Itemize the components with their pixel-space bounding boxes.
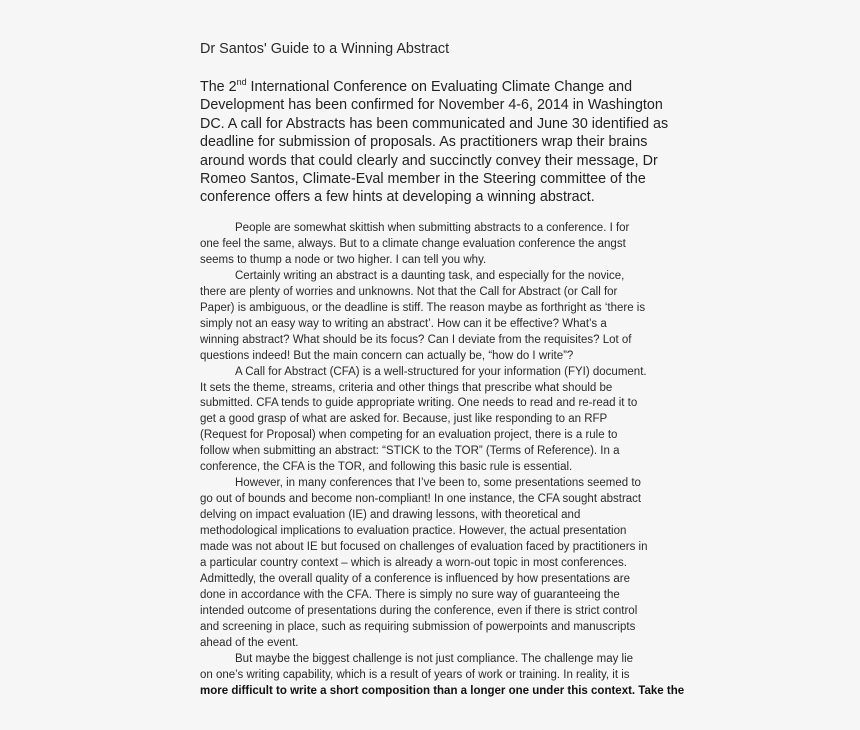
intro-line: Development has been confirmed for November 4-6, 2014 in Washington	[200, 97, 663, 114]
intro-paragraph	[200, 78, 670, 207]
body-line: Paper) is ambiguous, or the deadline is stiff. The reason maybe as forthright as ‘there is	[200, 301, 646, 314]
body-line: on one’s writing capability, which is a result of years of work or training. In reality, it is	[200, 668, 630, 681]
body-line: a particular country context – which is already a worn-out topic in most conferences.	[200, 557, 627, 570]
intro-line: around words that could clearly and succinctly convey their message, Dr	[200, 152, 658, 169]
body-line: winning abstract? What should be its focus? Can I deviate from the requisites? Lot of	[200, 333, 632, 346]
body-line: questions indeed! But the main concern can actually be, “how do I write”?	[200, 349, 574, 362]
document-title: Dr Santos' Guide to a Winning Abstract	[200, 41, 450, 57]
body-line: follow when submitting an abstract: “STICK to the TOR” (Terms of Reference). In a	[200, 445, 620, 458]
body-line: A Call for Abstract (CFA) is a well-structured for your information (FYI) document.	[235, 365, 647, 378]
body-line: simply not an easy way to writing an abstract’. How can it be effective? What’s a	[200, 317, 607, 330]
body-line: ahead of the event.	[200, 636, 299, 649]
body-line: go out of bounds and become non-compliant! In one instance, the CFA sought abstract	[200, 493, 642, 506]
body-line: made was not about IE but focused on challenges of evaluation faced by practitioners in	[200, 541, 648, 554]
body-line: and screening in place, such as requiring submission of powerpoints and manuscripts	[200, 620, 636, 633]
body-line: delving on impact evaluation (IE) and drawing lessons, with theoretical and	[200, 509, 581, 522]
intro-line: The 2nd International Conference on Evaluating Climate Change and	[200, 77, 633, 95]
body-line: But maybe the biggest challenge is not just compliance. The challenge may lie	[235, 652, 634, 665]
body-line: People are somewhat skittish when submitting abstracts to a conference. I for	[235, 222, 630, 234]
body-line: Certainly writing an abstract is a daunting task, and especially for the novice,	[235, 269, 625, 282]
intro-line: deadline for submission of proposals. As practitioners wrap their brains	[200, 134, 648, 151]
body-line: It sets the theme, streams, criteria and other things that prescribe what should be	[200, 381, 613, 394]
body-line: get a good grasp of what are asked for. Because, just like responding to an RFP	[200, 413, 608, 426]
body-line: more difficult to write a short composition than a longer one under this context. Take the	[200, 684, 685, 697]
body-line: However, in many conferences that I’ve been to, some presentations seemed to	[235, 477, 641, 490]
body-line: (Request for Proposal) when competing for an evaluation project, there is a rule to	[200, 429, 618, 442]
body-line: methodological implications to evaluation practice. However, the actual presentation	[200, 525, 627, 538]
body-line: submitted. CFA tends to guide appropriate writing. One needs to read and re-read it to	[200, 397, 638, 410]
body-line: done in accordance with the CFA. There is simply no sure way of guaranteeing the	[200, 588, 620, 601]
article-body	[200, 221, 685, 700]
body-line: seems to thump a node or two higher. I can tell you why.	[200, 253, 487, 266]
intro-line: conference offers a few hints at developing a winning abstract.	[200, 189, 595, 206]
body-line: Admittedly, the overall quality of a conference is influenced by how presentations are	[200, 572, 631, 585]
body-line: conference, the CFA is the TOR, and following this basic rule is essential.	[200, 461, 573, 474]
body-line: intended outcome of presentations during the conference, even if there is strict control	[200, 604, 638, 617]
body-line: there are plenty of worries and unknowns. Not that the Call for Abstract (or Call for	[200, 285, 618, 298]
body-line: one feel the same, always. But to a climate change evaluation conference the angst	[200, 237, 626, 250]
intro-line: Romeo Santos, Climate-Eval member in the Steering committee of the	[200, 171, 646, 188]
intro-line: DC. A call for Abstracts has been communicated and June 30 identified as	[200, 115, 669, 132]
